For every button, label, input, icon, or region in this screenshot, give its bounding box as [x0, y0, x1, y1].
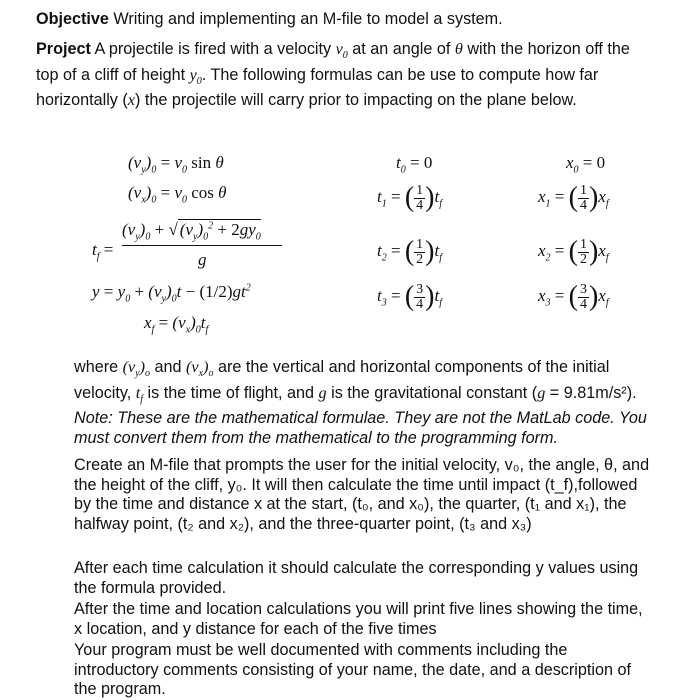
p1-c: are the vertical and horizontal components of the initial velocity,	[74, 358, 610, 402]
eq-x1: $x_1$ = ( $\frac{1}{4}$ )$x_f$	[538, 182, 609, 213]
objective-paragraph	[36, 10, 676, 30]
project-paragraph	[36, 40, 648, 111]
y-calc-paragraph: After each time calculation it should calculate the corresponding y values using the formula provided.	[74, 559, 639, 597]
p1-f: = 9.81m/s²).	[545, 383, 637, 402]
eq-x0: $x_0 = 0$	[566, 153, 606, 176]
eq-x2: $x_2$ = ( $\frac{1}{2}$ )$x_f$	[538, 236, 609, 267]
p1-e: is the gravitational constant (	[326, 383, 538, 402]
tf-fraction-bar	[122, 245, 282, 246]
vy0-symbol: $(v_y)_o$	[122, 358, 151, 380]
v0-symbol: $v_0$	[335, 40, 348, 62]
eq-xf: $x_f = (v_x)_0t_f$	[144, 313, 209, 336]
g-symbol-2: g	[537, 383, 546, 402]
tf-symbol: $t_f$	[135, 383, 144, 405]
project-label: Project	[36, 40, 91, 58]
note-text: Note: These are the mathematical formulae. They are not the MatLab code. You must convert them from the mathematical to the programming form.	[74, 409, 647, 447]
project-text-2: at an angle of	[347, 40, 455, 58]
g-symbol: g	[318, 383, 327, 402]
eq-tf-label: $t_f$ =	[92, 240, 114, 263]
objective-label: Objective	[36, 10, 109, 28]
vx0-symbol: $(v_x)_o$	[186, 358, 214, 380]
definitions-paragraph	[74, 358, 654, 448]
eq-tf-denominator: g	[198, 250, 207, 269]
theta-symbol: θ	[454, 40, 463, 58]
project-text-1: A projectile is fired with a velocity	[90, 40, 336, 58]
p1-b: and	[150, 358, 187, 376]
eq-t2: $t_2$ = ( $\frac{1}{2}$ )$t_f$	[377, 236, 442, 267]
objective-text: Writing and implementing an M-file to model a system.	[108, 10, 503, 28]
eq-y: $y = y_0 + (v_y)_0t - (1/2)gt^2$	[92, 282, 251, 305]
eq-vx0: $(v_x)_0 = v_0$ cos θ	[128, 183, 227, 206]
eq-vy0: $(v_y)_0 = v_0$ sin θ	[128, 153, 224, 176]
eq-t0: $t_0 = 0$	[396, 153, 433, 176]
y0-symbol: $y_0$	[189, 65, 202, 87]
eq-x3: $x_3$ = ( $\frac{3}{4}$ )$x_f$	[538, 281, 609, 312]
project-text-4: . The following formulas can be use to compute how far horizontally (	[36, 65, 599, 110]
project-text-3: with the horizon off the top of a cliff of height	[36, 40, 630, 84]
print-paragraph: After the time and location calculations you will print five lines showing the time, x location, and y distance for each of the five times	[74, 600, 643, 638]
p1-d: is the time of flight, and	[143, 383, 319, 402]
eq-tf-numerator: $(v_y)_0$ + √ $(v_y)_0^2 + 2gy_0$	[122, 220, 261, 243]
eq-t3: $t_3$ = ( $\frac{3}{4}$ )$t_f$	[377, 281, 442, 312]
p1-a: where	[74, 358, 123, 376]
documentation-paragraph: Your program must be well documented with comments including the introductory comments consisting of your name, the date, and a description of the program.	[74, 641, 631, 698]
project-text-5: ) the projectile will carry prior to impacting on the plane below.	[134, 91, 577, 110]
x-symbol: x	[127, 91, 135, 110]
instructions-paragraph: Create an M-file that prompts the user for the initial velocity, v₀, the angle, θ, and the height of the cliff, y₀. It will then calculate the time until impact (t_f),followed by the time and distance x at the start, (t₀, and x₀), the quarter, (t₁ and x₁), the halfway point, (t₂ and x₂), and the three-quarter point, (t₃ and x₃)	[74, 456, 650, 533]
eq-t1: $t_1$ = ( $\frac{1}{4}$ )$t_f$	[377, 182, 442, 213]
